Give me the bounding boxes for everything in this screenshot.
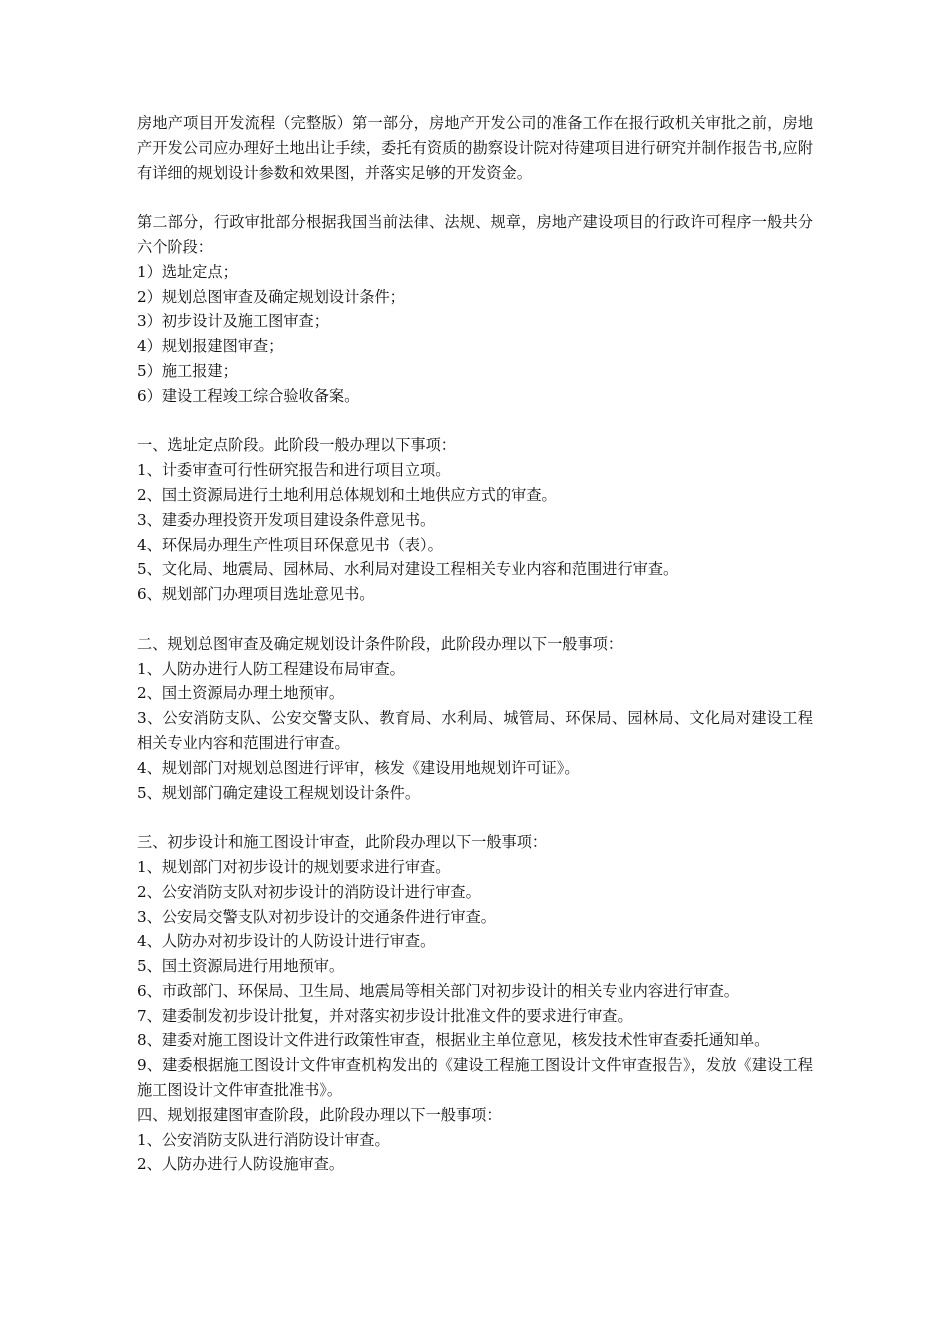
section3-item: 8、建委对施工图设计文件进行政策性审查，根据业主单位意见，核发技术性审查委托通知单。 xyxy=(137,1031,770,1050)
section2-item: 5、规划部门确定建设工程规划设计条件。 xyxy=(137,783,421,802)
stage-item: 2）规划总图审查及确定规划设计条件； xyxy=(137,287,405,306)
section1-item: 4、环保局办理生产性项目环保意见书（表）。 xyxy=(137,535,443,554)
section2-heading: 二、规划总图审查及确定规划设计条件阶段，此阶段办理以下一般事项： xyxy=(137,634,623,653)
section2-item: 1、人防办进行人防工程建设布局审查。 xyxy=(137,659,405,678)
intro-paragraph: 房地产项目开发流程（完整版）第一部分，房地产开发公司的准备工作在报行政机关审批之前，房地产开发公司应办理好土地出让手续，委托有资质的勘察设计院对待建项目进行研究并制作报告书,应附有详细的规划设计参数和效果图，并落实足够的开发资金。 xyxy=(137,114,813,182)
stage-item: 6）建设工程竣工综合验收备案。 xyxy=(137,386,360,405)
section4-heading: 四、规划报建图审查阶段，此阶段办理以下一般事项： xyxy=(137,1105,502,1124)
paragraph-gap xyxy=(137,185,813,210)
section4-item: 1、公安消防支队进行消防设计审查。 xyxy=(137,1130,390,1149)
section3-item: 2、公安消防支队对初步设计的消防设计进行审查。 xyxy=(137,882,481,901)
section4-item: 2、人防办进行人防设施审查。 xyxy=(137,1155,345,1174)
section2-item: 2、国土资源局办理土地预审。 xyxy=(137,684,345,703)
section2-item: 3、公安消防支队、公安交警支队、教育局、水利局、城管局、环保局、园林局、文化局对建设工程相关专业内容和范围进行审查。 xyxy=(137,709,813,752)
section1-heading: 一、选址定点阶段。此阶段一般办理以下事项： xyxy=(137,436,456,455)
stage-item: 5）施工报建； xyxy=(137,361,238,380)
part2-intro: 第二部分，行政审批部分根据我国当前法律、法规、规章，房地产建设项目的行政许可程序一般共分六个阶段： xyxy=(137,213,813,256)
section3-item: 3、公安局交警支队对初步设计的交通条件进行审查。 xyxy=(137,907,496,926)
stage-item: 3）初步设计及施工图审查； xyxy=(137,312,329,331)
section3-item: 9、建委根据施工图设计文件审查机构发出的《建设工程施工图设计文件审查报告》，发放《建设工程施工图设计文件审查批准书》。 xyxy=(137,1056,813,1100)
stage-item: 1）选址定点； xyxy=(137,262,238,281)
section3-item: 4、人防办对初步设计的人防设计进行审查。 xyxy=(137,932,436,951)
paragraph-gap xyxy=(137,805,813,830)
section1-item: 1、计委审查可行性研究报告和进行项目立项。 xyxy=(137,461,451,480)
section1-item: 3、建委办理投资开发项目建设条件意见书。 xyxy=(137,510,436,529)
section1-item: 5、文化局、地震局、园林局、水利局对建设工程相关专业内容和范围进行审查。 xyxy=(137,560,679,579)
section3-heading: 三、初步设计和施工图设计审查，此阶段办理以下一般事项： xyxy=(137,833,548,852)
section3-item: 5、国土资源局进行用地预审。 xyxy=(137,957,345,976)
section1-item: 2、国土资源局进行土地利用总体规划和土地供应方式的审查。 xyxy=(137,485,557,504)
section3-item: 1、规划部门对初步设计的规划要求进行审查。 xyxy=(137,857,451,876)
section2-item: 4、规划部门对规划总图进行评审，核发《建设用地规划许可证》。 xyxy=(137,758,580,777)
section3-item: 7、建委制发初步设计批复，并对落实初步设计批准文件的要求进行审查。 xyxy=(137,1006,633,1025)
section3-item: 6、市政部门、环保局、卫生局、地震局等相关部门对初步设计的相关专业内容进行审查。 xyxy=(137,981,739,1000)
paragraph-gap xyxy=(137,607,813,632)
section1-item: 6、规划部门办理项目选址意见书。 xyxy=(137,585,375,604)
document-page xyxy=(137,111,813,1177)
stage-item: 4）规划报建图审查； xyxy=(137,337,284,356)
paragraph-gap xyxy=(137,409,813,434)
